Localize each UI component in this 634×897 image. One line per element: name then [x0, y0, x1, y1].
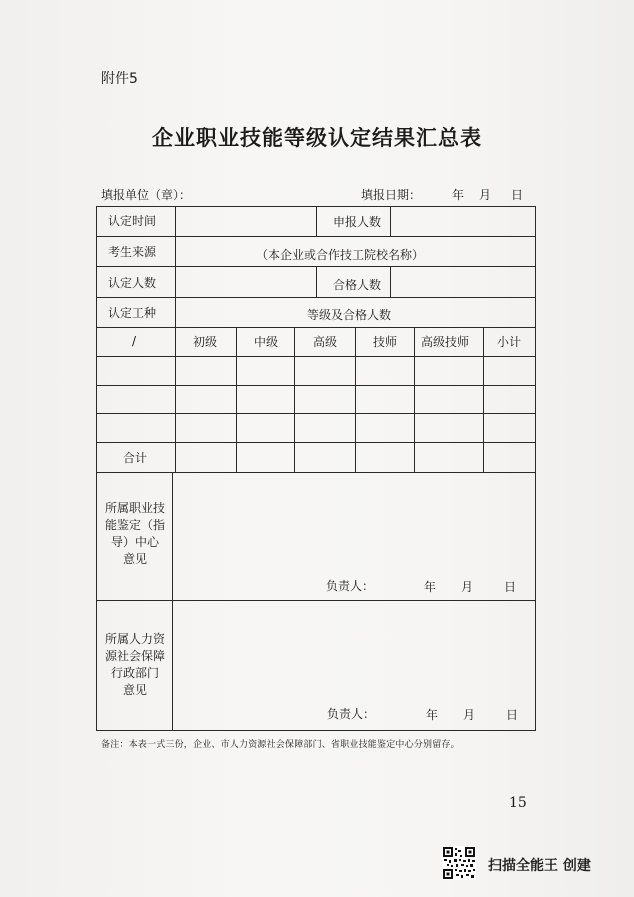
opinion2-day: 日: [506, 708, 519, 722]
level-header-intermediate: 中级: [254, 335, 279, 349]
fill-date-day: 日: [511, 188, 524, 202]
qr-code-icon: [442, 846, 476, 880]
source-hint: （本企业或合作技工院校名称）: [256, 248, 425, 262]
opinion1-label: 所属职业技 能鉴定（指 导）中心 意见: [104, 501, 165, 566]
fill-date-month: 月: [479, 188, 492, 202]
form-title: 企业职业技能等级认定结果汇总表: [152, 126, 482, 150]
slash-mark: /: [132, 334, 137, 348]
level-header-subtotal: 小计: [497, 335, 522, 349]
opinion1-day: 日: [504, 580, 517, 594]
level-section-label: 等级及合格人数: [307, 308, 392, 322]
fill-unit-label: 填报单位（章）：: [101, 188, 192, 202]
level-header-technician: 技师: [373, 335, 398, 349]
annex-label: 附件5: [101, 71, 138, 87]
total-label: 合计: [123, 451, 148, 465]
footnote: 备注：本表一式三份，企业、市人力资源社会保障部门、省职业技能鉴定中心分别留存。: [101, 740, 460, 750]
level-header-senior-technician: 高级技师: [421, 335, 470, 349]
opinion2-month: 月: [463, 708, 476, 722]
apply-count-label: 申报人数: [333, 215, 382, 229]
opinion2-year: 年: [426, 708, 439, 722]
opinion2-signer-label: 负责人：: [327, 707, 376, 721]
level-header-primary: 初级: [193, 335, 218, 349]
fill-date-label: 填报日期：: [361, 188, 422, 202]
opinion1-signer-label: 负责人：: [326, 579, 375, 593]
source-label: 考生来源: [108, 245, 157, 259]
opinion2-label: 所属人力资 源社会保障 行政部门 意见: [104, 632, 165, 697]
pass-count-label: 合格人数: [333, 278, 382, 292]
level-header-advanced: 高级: [313, 335, 338, 349]
opinion1-year: 年: [424, 580, 437, 594]
opinion1-month: 月: [461, 580, 474, 594]
scanner-watermark: 扫描全能王 创建: [488, 858, 591, 874]
date-label: 认定时间: [108, 214, 157, 228]
count-label: 认定人数: [108, 276, 157, 290]
fill-date-year: 年: [452, 188, 465, 202]
page-number: 15: [509, 795, 527, 811]
occupation-label: 认定工种: [108, 306, 157, 320]
